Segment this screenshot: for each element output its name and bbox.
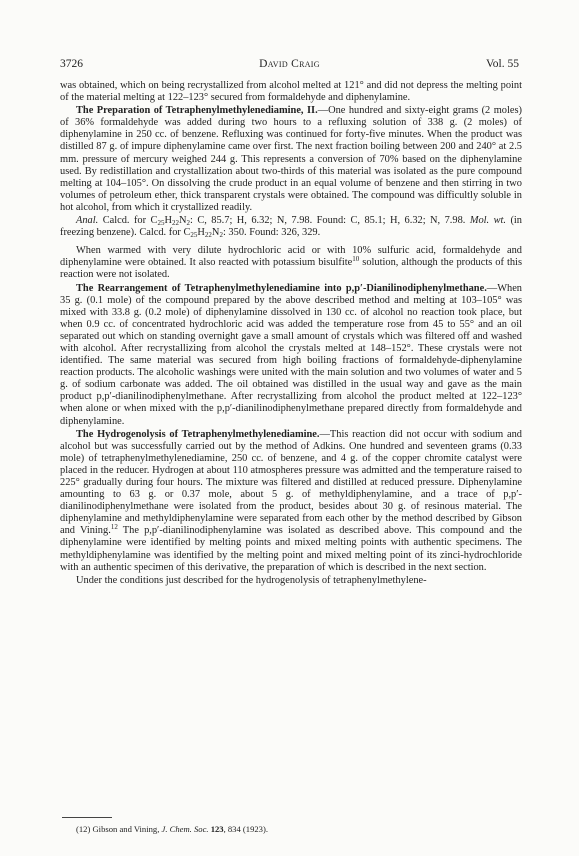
analysis-values-2: : 350. Found: 326, 329.	[222, 227, 321, 239]
section-heading-rearrangement: The Rearrangement of Tetraphenylmethylenediamine into p,p′-Dianilinodiphenylmethane.	[76, 282, 487, 294]
footnote-ref-10: 10	[352, 255, 360, 264]
paragraph-continuation: Under the conditions just described for the hydrogenolysis of tetraphenylmethylene-	[76, 574, 427, 586]
analysis-calcd-label: Calcd. for	[102, 215, 151, 227]
paragraph-hydrogenolysis-text: —This reaction did not occur with sodium and alcohol but was successfully carried out by the method of Adkins. One hundred and seventeen grams (0.33 mole) of tetraphenylmethylenediamine, 250 cc. of benzene, and 4 g. of the copper chromite catalyst were placed in the reducer. Hydrogen at about 110 atmospheres pressure was admitted and the temperature raised to 225° gradually during four hours. The mixture was filtered and distilled at reduced pressure. Diphenylamine amounting to 63 g. or 0.37 mole, about 5 g. of methyldiphenylamine, and a trace of p,p′-dianilinodiphenylmethane were isolated from the product, besides about 30 g. of resinous material. The diphenylamine and methyldiphenylamine were separated from each other by the method described by Gibson and Vining.	[60, 428, 522, 537]
mol-wt-label: Mol. wt.	[469, 215, 507, 227]
paragraph-hydrogenolysis-text-end: The p,p′-dianilinodiphenylamine was isolated as described above. This compound and the diphenylamine were identified by melting points and mixed melting points with authentic specimens. The methyldiphenylamine was identified by the melting point and mixed melting point of its zinci-hydrochloride with an authentic specimen of this derivative, the preparation of which is described in the next section.	[60, 525, 523, 573]
footnote-authors: Gibson and Vining,	[90, 824, 162, 834]
footnote-ref-12: 12	[110, 523, 118, 532]
paragraph-analysis	[60, 215, 522, 239]
volume-label: Vol. 55	[485, 58, 519, 70]
paragraph-rearrangement	[60, 283, 522, 428]
paragraph-preparation-text: —One hundred and sixty-eight grams (2 moles) of 36% formaldehyde was added during two hours to a refluxing solution of 338 g. (2 moles) of diphenylamine in 250 cc. of benzene. Refluxing was continued for forty-five minutes. When the product was distilled 87 g. of impure diphenylamine came over first. The next fraction boiling between 200 and 240° at 2.5 mm. pressure of mercury weighed 244 g. This represents a conversion of 70% based on the diphenylamine used. By redistillation and crystallization about two-thirds of this material was isolated as the pure compound melting at 104–105°. On dissolving the crude product in an equal volume of benzene and then stirring in two volumes of petroleum ether, thick transparent crystals were obtained. The compound was difficultly soluble in hot alcohol, from which it crystallized readily.	[60, 105, 522, 213]
footnote-number: (12)	[76, 824, 91, 834]
footnote-12	[76, 824, 268, 834]
section-heading-hydrogenolysis: The Hydrogenolysis of Tetraphenylmethylenediamine.	[76, 428, 320, 440]
paragraph-hydrogenolysis	[60, 429, 522, 574]
formula-2: $C_{25}H_{22}N_2$	[183, 227, 223, 240]
footnote-journal: J. Chem. Soc.	[161, 824, 209, 834]
analysis-calcd-2: (in freezing benzene). Calcd. for	[60, 215, 522, 239]
running-author: David Craig	[259, 58, 320, 70]
analysis-label: Anal.	[76, 215, 99, 227]
formula-1: $C_{25}H_{22}N_2$	[150, 215, 190, 228]
paragraph-rearrangement-text: —When 35 g. (0.1 mole) of the compound prepared by the above described method and melting at 103–105° was mixed with 33.8 g. (0.2 mole) of diphenylamine dissolved in 130 cc. of alcohol no reaction took place, but when 0.9 cc. of concentrated hydrochloric acid was added the temperature rose from 45 to 55° and an oil separated out which on standing overnight gave a small amount of crystals which was filtered off and washed with alcohol. After recrystallizing from alcohol the crystals melted at 148–152°. These crystals were not identified. The same material was secured from high boiling fractions of formaldehyde-diphenylamine reaction products. The alcoholic washings were united with the main solution and two volumes of water and 5 g. of sodium carbonate was added. The oil obtained was distilled in the usual way and gave as the main product p,p′-dianilinodiphenylmethane. After recrystallizing from alcohol the product melted at 122–123° when alone or when mixed with the p,p′-dianilinodiphenylmethane prepared directly from formaldehyde and diphenylamine.	[60, 282, 522, 427]
running-header	[60, 58, 519, 72]
paragraph-preparation	[60, 105, 522, 214]
article-body	[60, 80, 522, 588]
footnote-rule	[62, 817, 112, 818]
paragraph-acid-text: When warmed with very dilute hydrochloric acid or with 10% sulfuric acid, formaldehyde and diphenylamine were obtained. It also reacted with potassium bisulfite	[60, 245, 522, 269]
footnote-volume: 123	[210, 824, 224, 834]
paragraph-acid-text-end: solution, although the products of this reaction were not isolated.	[60, 257, 522, 281]
section-heading-preparation: The Preparation of Tetraphenylmethylenediamine, II.	[76, 105, 318, 117]
footnote-pages: , 834 (1923).	[223, 824, 268, 834]
analysis-values-1: : C, 85.7; H, 6.32; N, 7.98. Found: C, 85.1; H, 6.32; N, 7.98.	[190, 215, 466, 227]
paragraph-continued: was obtained, which on being recrystallized from alcohol melted at 121° and did not depress the melting point of the material melting at 122–123° secured from formaldehyde and diphenylamine.	[60, 80, 522, 104]
paragraph-acid	[60, 245, 522, 281]
page-number: 3726	[60, 58, 83, 70]
